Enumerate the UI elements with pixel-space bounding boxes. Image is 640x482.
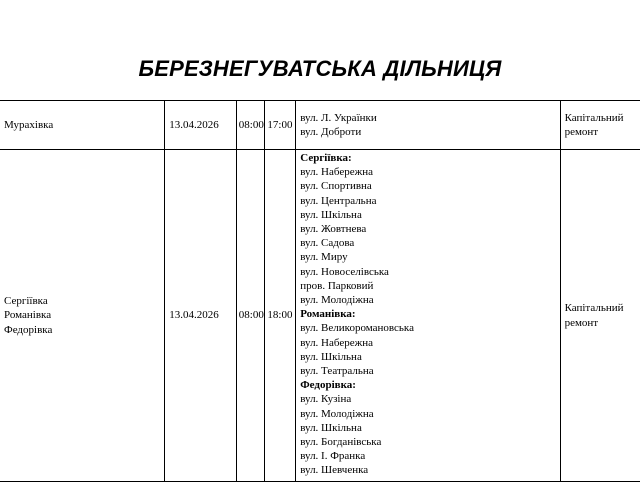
work-type-line: ремонт <box>564 316 599 329</box>
end-time-cell: 17:00 <box>265 101 296 150</box>
street-line: вул. Кузіна <box>300 393 352 406</box>
street-line: вул. Молодіжна <box>300 294 374 307</box>
start-time-cell: 08:00 <box>236 101 265 150</box>
street-line: вул. Л. Українки <box>300 111 377 124</box>
table-row <box>0 101 640 150</box>
street-line: вул. Шкільна <box>300 208 362 221</box>
page-title: БЕРЕЗНЕГУВАТСЬКА ДІЛЬНИЦЯ <box>138 56 502 81</box>
street-line: вул. Миру <box>300 251 348 264</box>
village-heading: Федорівка: <box>300 379 356 392</box>
work-type-line: ремонт <box>564 126 599 138</box>
street-line: вул. Новоселівська <box>300 265 389 278</box>
work-type-cell <box>560 150 640 482</box>
village-heading: Романівка: <box>300 308 356 321</box>
date-cell: 13.04.2026 <box>165 101 237 150</box>
locality-cell <box>0 150 165 482</box>
work-type-line: Капітальний <box>564 302 624 315</box>
street-line: вул. Шкільна <box>300 421 362 434</box>
locality-cell <box>0 101 165 150</box>
street-line: вул. Набережна <box>300 166 373 179</box>
date-cell: 13.04.2026 <box>165 150 237 482</box>
street-line: вул. Садова <box>300 237 355 250</box>
street-line: вул. Центральна <box>300 194 377 207</box>
work-type-cell <box>560 101 640 150</box>
street-line: вул. Доброти <box>300 126 362 138</box>
street-line: вул. І. Франка <box>300 450 366 463</box>
locality-name: Мурахівка <box>4 118 54 131</box>
start-time-cell: 08:00 <box>236 150 265 482</box>
streets-cell <box>296 101 560 150</box>
locality-name: Сергіївка <box>4 295 48 308</box>
street-line: вул. Спортивна <box>300 180 372 193</box>
locality-name: Романівка <box>4 309 52 322</box>
street-line: вул. Театральна <box>300 365 374 378</box>
street-line: пров. Парковий <box>300 279 374 292</box>
street-line: вул. Богданівська <box>300 436 382 449</box>
street-line: вул. Шкільна <box>300 350 362 363</box>
street-line: вул. Жовтнева <box>300 223 367 236</box>
locality-name: Федорівка <box>4 323 53 336</box>
street-line: вул. Великоромановська <box>300 322 414 335</box>
street-line: вул. Набережна <box>300 336 373 349</box>
street-line: вул. Шевченка <box>300 464 369 477</box>
work-type-line: Капітальний <box>564 111 624 124</box>
street-line: вул. Молодіжна <box>300 407 374 420</box>
table-row <box>0 150 640 482</box>
village-heading: Сергіївка: <box>300 152 352 164</box>
outage-schedule-table <box>0 100 640 482</box>
end-time-cell: 18:00 <box>265 150 296 482</box>
streets-cell <box>296 150 560 482</box>
